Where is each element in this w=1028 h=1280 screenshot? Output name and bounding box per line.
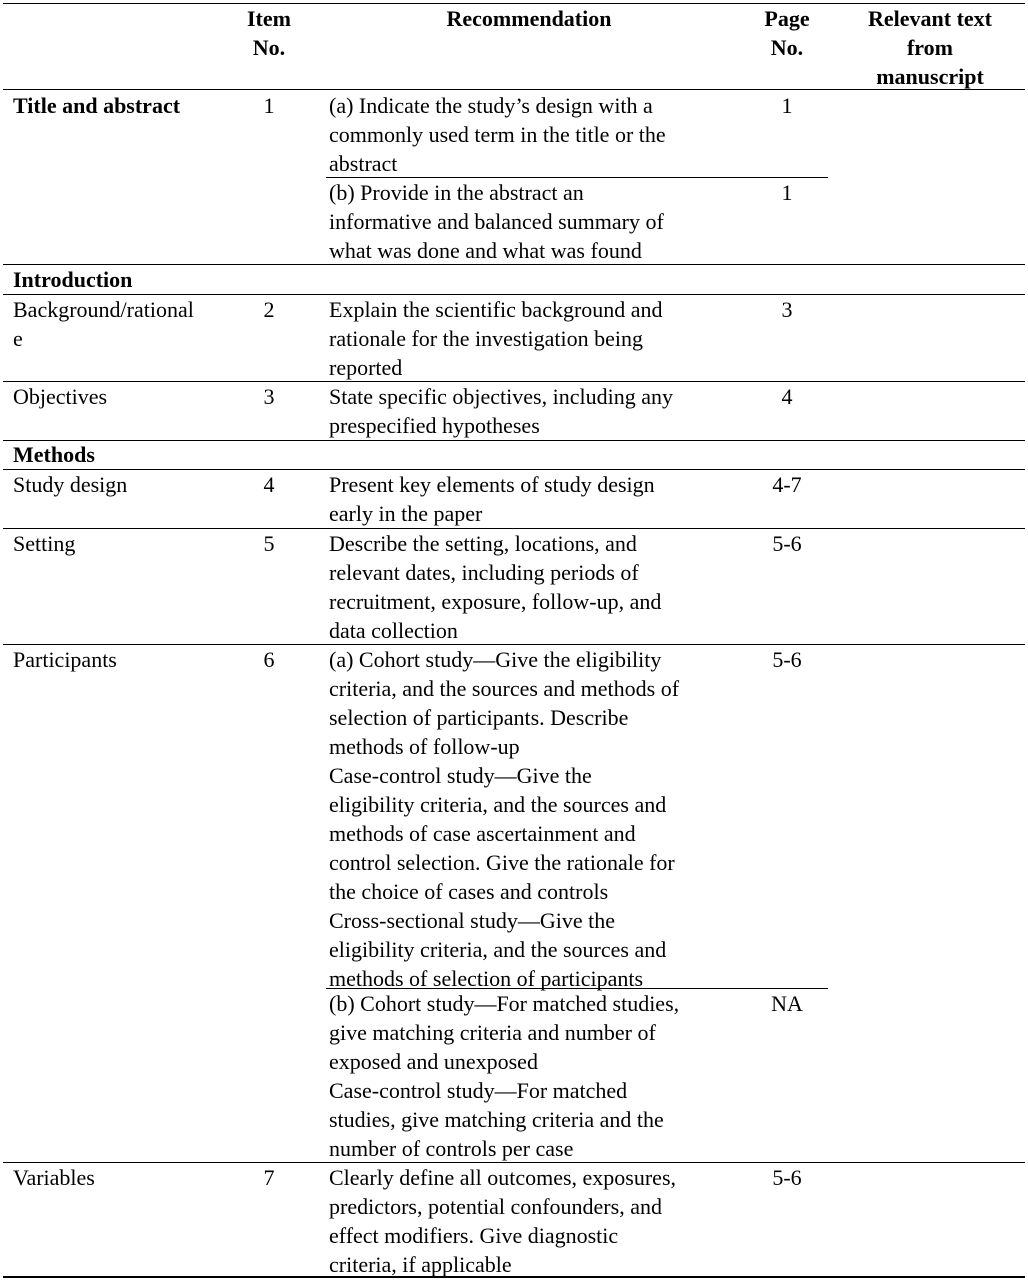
text-line: Clearly define all outcomes, exposures, [329, 1165, 677, 1190]
page-number: 5-6 [772, 1165, 802, 1190]
header-text: No. [770, 35, 804, 60]
page-number: 4-7 [772, 472, 802, 497]
text-line: Background/rational [13, 297, 194, 322]
text-line: abstract [329, 151, 398, 176]
recommendation-text [329, 529, 661, 645]
item-number: 7 [263, 1165, 275, 1190]
recommendation-text [329, 178, 664, 265]
text-line: (b) Cohort study—For matched studies, [329, 991, 680, 1016]
recommendation-text [329, 1163, 676, 1279]
item-number: 5 [263, 531, 275, 556]
text-line: give matching criteria and number of [329, 1020, 656, 1045]
text-line: Cross-sectional study—Give the [329, 908, 615, 933]
recommendation-text [329, 295, 663, 382]
section-label: Setting [13, 531, 76, 556]
header-text: manuscript [876, 64, 984, 89]
item-number: 3 [263, 384, 275, 409]
section-label: Title and abstract [13, 93, 181, 118]
text-line: early in the paper [329, 501, 483, 526]
text-line: methods of selection of participants [329, 966, 644, 991]
page-number: 5-6 [772, 531, 802, 556]
text-line: data collection [329, 618, 458, 643]
item-number: 2 [263, 297, 275, 322]
section-label [13, 295, 194, 353]
recommendation-text [329, 470, 655, 528]
page-number: 5-6 [772, 647, 802, 672]
section-heading: Methods [13, 442, 95, 467]
header-text: Item [247, 6, 291, 31]
text-line: studies, give matching criteria and the [329, 1107, 664, 1132]
text-line: Describe the setting, locations, and [329, 531, 637, 556]
text-line: eligibility criteria, and the sources and [329, 792, 667, 817]
page-number: 3 [781, 297, 793, 322]
text-line: effect modifiers. Give diagnostic [329, 1223, 619, 1248]
page-number: 1 [781, 93, 793, 118]
text-line: reported [329, 355, 403, 380]
recommendation-text [329, 989, 679, 1163]
text-line: methods of follow-up [329, 734, 520, 759]
header-item-no [233, 4, 305, 62]
section-heading: Introduction [13, 267, 133, 292]
page-number: NA [771, 991, 803, 1016]
item-number: 6 [263, 647, 275, 672]
header-text: Relevant text [867, 6, 992, 31]
text-line: what was done and what was found [329, 238, 642, 263]
text-line: (b) Provide in the abstract an [329, 180, 584, 205]
header-recommendation: Recommendation [446, 6, 612, 31]
section-label: Variables [13, 1165, 95, 1190]
header-page-no [752, 4, 822, 62]
text-line: relevant dates, including periods of [329, 560, 639, 585]
text-line: informative and balanced summary of [329, 209, 664, 234]
section-label: Participants [13, 647, 117, 672]
text-line: number of controls per case [329, 1136, 574, 1161]
text-line: criteria, and the sources and methods of [329, 676, 680, 701]
section-label: Study design [13, 472, 128, 497]
text-line: rationale for the investigation being [329, 326, 644, 351]
text-line: (a) Indicate the study’s design with a [329, 93, 653, 118]
text-line: Case-control study—Give the [329, 763, 592, 788]
recommendation-text [329, 645, 679, 993]
page-number: 1 [781, 180, 793, 205]
text-line: Present key elements of study design [329, 472, 655, 497]
text-line: (a) Cohort study—Give the eligibility [329, 647, 662, 672]
text-line: predictors, potential confounders, and [329, 1194, 662, 1219]
text-line: the choice of cases and controls [329, 879, 609, 904]
text-line: Explain the scientific background and [329, 297, 663, 322]
text-line: Case-control study—For matched [329, 1078, 628, 1103]
text-line: selection of participants. Describe [329, 705, 629, 730]
header-text: Page [764, 6, 810, 31]
header-text: No. [252, 35, 286, 60]
row-rule [3, 440, 1025, 441]
page-number: 4 [781, 384, 793, 409]
text-line: recruitment, exposure, follow-up, and [329, 589, 662, 614]
text-line: control selection. Give the rationale for [329, 850, 675, 875]
item-number: 4 [263, 472, 275, 497]
text-line: eligibility criteria, and the sources and [329, 937, 667, 962]
recommendation-text [329, 382, 673, 440]
header-text: from [906, 35, 954, 60]
section-label: Objectives [13, 384, 108, 409]
item-number: 1 [263, 93, 275, 118]
text-line: exposed and unexposed [329, 1049, 538, 1074]
text-line: criteria, if applicable [329, 1252, 512, 1277]
text-line: commonly used term in the title or the [329, 122, 666, 147]
text-line: State specific objectives, including any [329, 384, 673, 409]
text-line: prespecified hypotheses [329, 413, 540, 438]
text-line: e [13, 326, 23, 351]
header-relevant-text [840, 4, 1020, 91]
recommendation-text [329, 91, 666, 178]
text-line: methods of case ascertainment and [329, 821, 636, 846]
